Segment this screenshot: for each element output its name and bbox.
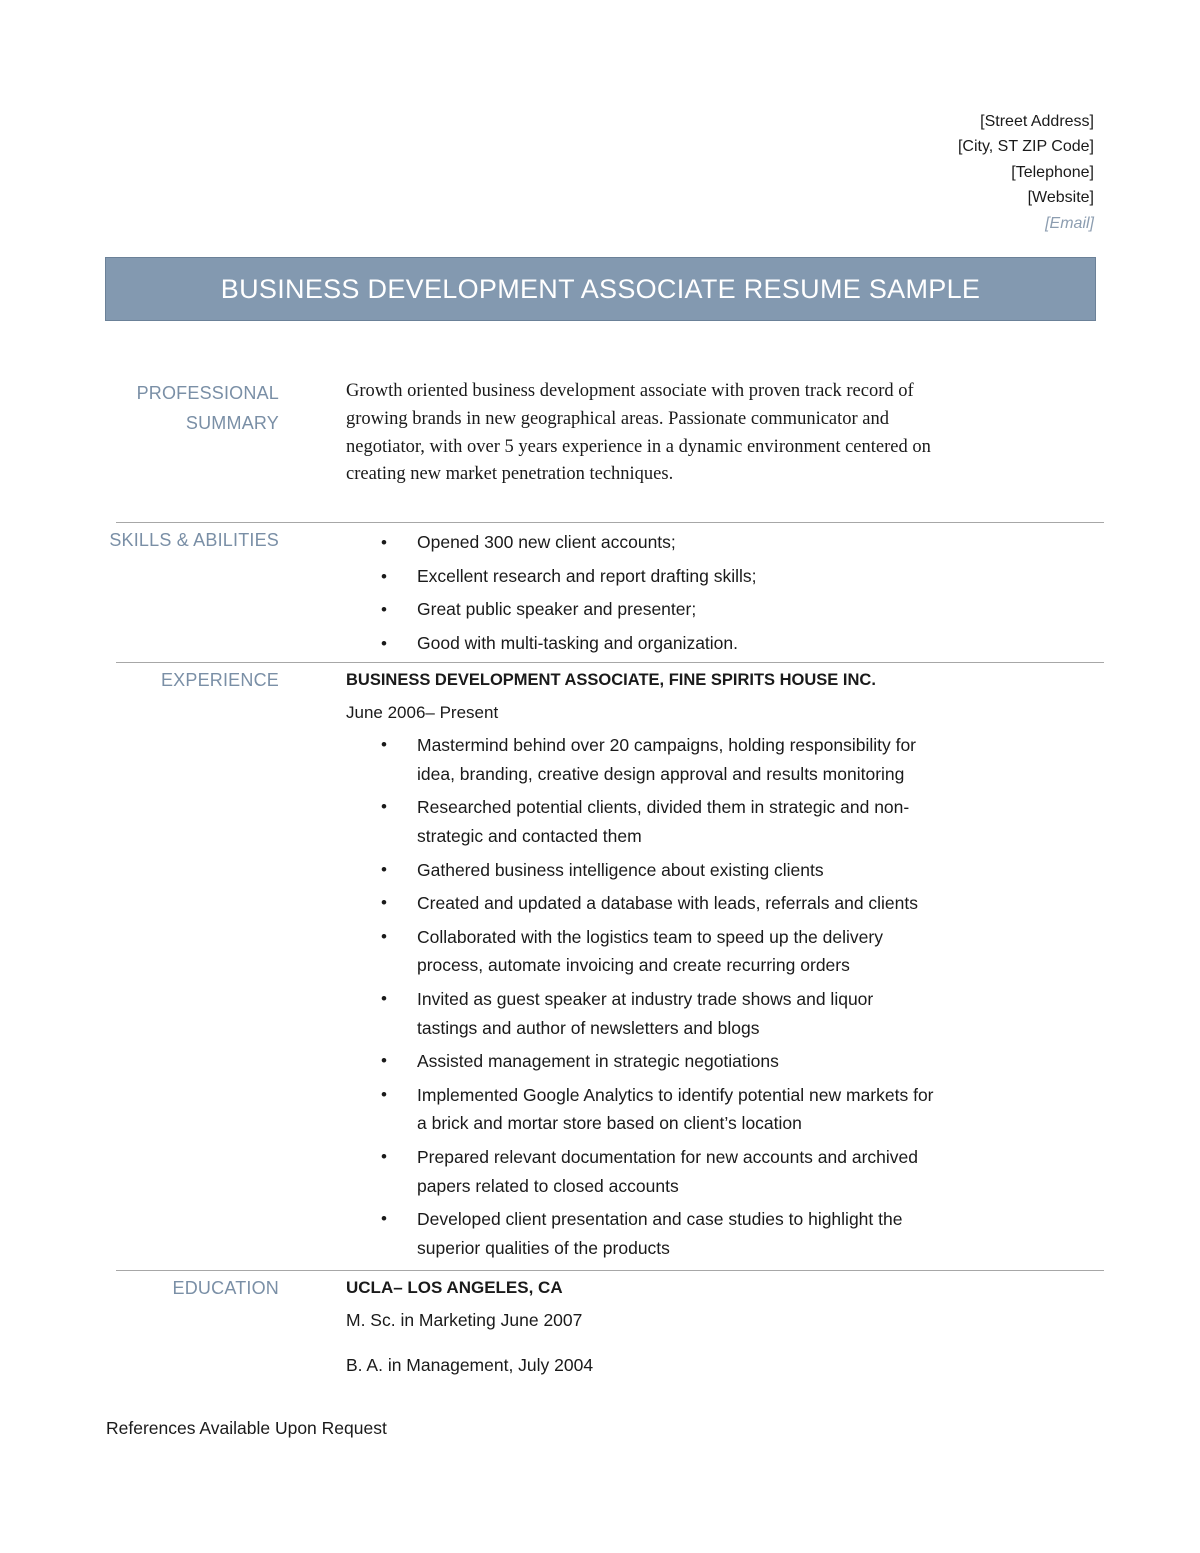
- list-item: • Good with multi-tasking and organization.: [346, 627, 756, 661]
- experience-label: EXPERIENCE: [160, 670, 279, 690]
- skills-label: SKILLS & ABILITIES: [109, 530, 279, 550]
- list-item: • Prepared relevant documentation for new accounts and archived papers related to closed accounts: [346, 1143, 938, 1201]
- summary-label: [137, 378, 279, 438]
- degree-masters: M. Sc. in Marketing June 2007: [346, 1310, 583, 1330]
- list-item: • Developed client presentation and case studies to highlight the superior qualities of the products: [346, 1205, 938, 1263]
- list-item: • Assisted management in strategic negotiations: [346, 1047, 938, 1076]
- list-item: • Implemented Google Analytics to identify potential new markets for a brick and mortar store based on client’s location: [346, 1081, 938, 1139]
- experience-list: [346, 731, 938, 1267]
- list-item: • Created and updated a database with leads, referrals and clients: [346, 889, 938, 918]
- list-item: • Great public speaker and presenter;: [346, 593, 756, 627]
- education-label: EDUCATION: [172, 1278, 279, 1298]
- degree-bachelors: B. A. in Management, July 2004: [346, 1355, 594, 1375]
- list-item: • Excellent research and report drafting skills;: [346, 560, 756, 594]
- section-divider: [116, 662, 1104, 663]
- list-item: • Mastermind behind over 20 campaigns, holding responsibility for idea, branding, creative design approval and results monitoring: [346, 731, 938, 789]
- street-address: [Street Address]: [980, 113, 1094, 130]
- references-note: References Available Upon Request: [106, 1418, 387, 1438]
- summary-text: Growth oriented business development associate with proven track record of growing brands in new geographical areas. Passionate communicator and negotiator, with over 5 years experience in a dynamic environment centered on creating new market penetration techniques.: [346, 381, 931, 485]
- email: [Email]: [1045, 214, 1094, 232]
- list-item: • Researched potential clients, divided them in strategic and non-strategic and contacted them: [346, 793, 938, 851]
- website: [Website]: [1027, 189, 1094, 207]
- school-name: UCLA– LOS ANGELES, CA: [346, 1278, 563, 1297]
- list-item: • Collaborated with the logistics team to speed up the delivery process, automate invoicing and create recurring orders: [346, 923, 938, 981]
- list-item: • Gathered business intelligence about existing clients: [346, 856, 938, 885]
- section-divider: [116, 522, 1104, 523]
- job-dates: June 2006– Present: [346, 703, 499, 722]
- summary-label-line1: PROFESSIONAL: [136, 383, 279, 403]
- list-item: • Invited as guest speaker at industry trade shows and liquor tastings and author of newsletters and blogs: [346, 985, 938, 1043]
- resume-title: BUSINESS DEVELOPMENT ASSOCIATE RESUME SAMPLE: [105, 257, 1096, 321]
- telephone: [Telephone]: [1011, 163, 1094, 181]
- summary-label-line2: SUMMARY: [185, 413, 279, 433]
- contact-block: [958, 109, 1094, 236]
- job-title: BUSINESS DEVELOPMENT ASSOCIATE, FINE SPIRITS HOUSE INC.: [346, 671, 876, 689]
- list-item: • Opened 300 new client accounts;: [346, 526, 756, 560]
- section-divider: [116, 1270, 1104, 1271]
- skills-list: [346, 526, 756, 660]
- city-state-zip: [City, ST ZIP Code]: [957, 138, 1094, 156]
